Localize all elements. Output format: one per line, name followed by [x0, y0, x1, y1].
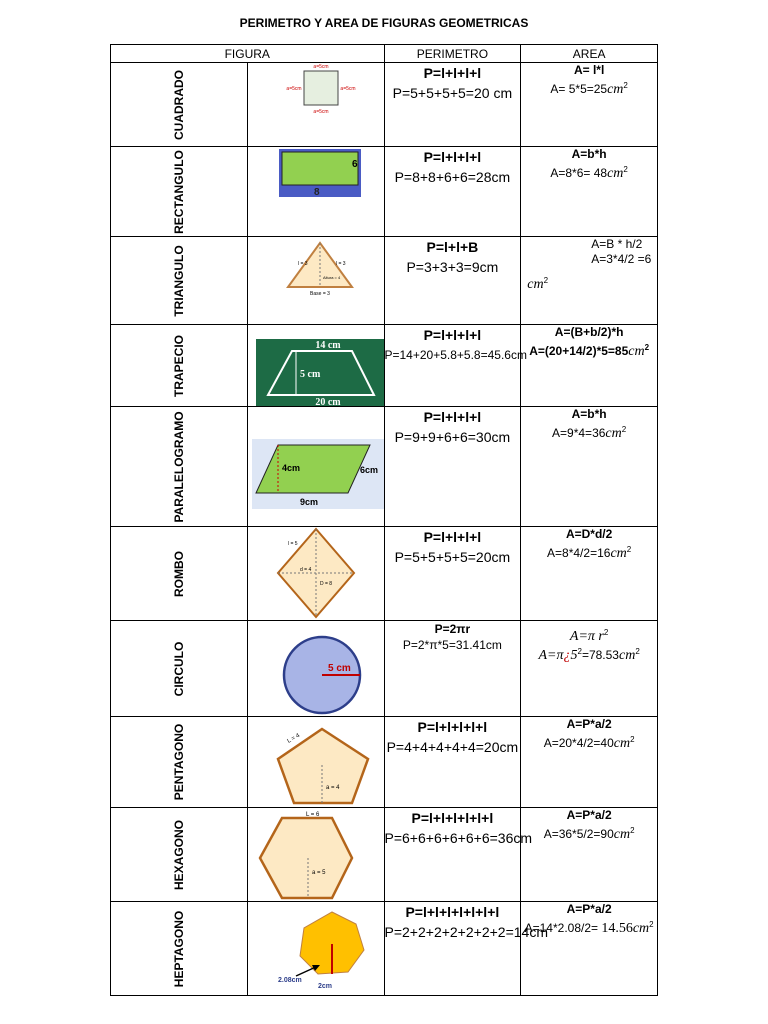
perimetro-calc: P=14+20+5.8+5.8=45.6cm [384, 348, 527, 362]
figure-heptagon [247, 902, 384, 996]
row-heptagono [111, 902, 658, 996]
parallelogram-icon [248, 407, 384, 527]
row-trapecio [111, 325, 658, 407]
trap-bottom-label: 20 cm [315, 397, 341, 407]
area-formula: A=D*d/2 [565, 527, 613, 541]
perimetro-formula: P=l+l+l+l [423, 327, 482, 343]
pentagon-icon [248, 717, 384, 808]
area-formula: A=b*h [571, 407, 607, 421]
square-right-label: a=5cm [340, 86, 356, 92]
perimetro-calc: P=4+4+4+4+4=20cm [386, 739, 519, 755]
row-pentagono [111, 717, 658, 808]
tri-height-label: Altura = 4 [322, 275, 340, 280]
area-cell [521, 527, 658, 621]
trap-top-label: 14 cm [315, 340, 341, 351]
figure-trapezoid [247, 325, 384, 407]
area-unit: $cm^2$ [527, 276, 549, 292]
figure-hexagon [247, 808, 384, 902]
row-label: RECTANGULO [111, 147, 248, 237]
hexagon-icon [248, 808, 384, 902]
perimetro-cell [384, 407, 521, 527]
hexa-side-label: L = 6 [305, 812, 320, 818]
area-formula: A=P*a/2 [566, 808, 612, 822]
area-calc: $A=8*4/2=16cm^2$ [547, 545, 632, 561]
row-label: CIRCULO [111, 621, 248, 717]
trapezoid-icon [248, 325, 384, 407]
rombo-side-label: l = 5 [287, 541, 298, 547]
perimetro-calc: P=8+8+6+6=28cm [394, 169, 511, 185]
area-calc: $A=\pi¿5^2=78.53cm^2$ [538, 647, 640, 663]
area-cell [521, 717, 658, 808]
area-formula: A=(B+b/2)*h [554, 325, 624, 339]
row-label: HEXAGONO [111, 808, 248, 902]
area-formula: A=B * h/2 [591, 237, 643, 251]
row-label: TRAPECIO [111, 325, 248, 407]
document-title: PERIMETRO Y AREA DE FIGURAS GEOMETRICAS [239, 16, 529, 30]
perimetro-formula: P=l+l+l+l [423, 529, 482, 545]
area-formula: A=π $r^2$ [569, 628, 609, 644]
perimetro-calc: P=9+9+6+6=30cm [394, 429, 511, 445]
area-formula: A=P*a/2 [566, 717, 612, 731]
perimetro-formula: P=l+l+l+l [423, 65, 482, 81]
header-figura: FIGURA [111, 45, 385, 63]
rect-side-label: 6 [351, 159, 358, 170]
area-cell [521, 63, 658, 147]
area-calc: $A= 5*5=25cm^2$ [550, 81, 628, 97]
heptagon-icon [248, 902, 384, 996]
area-calc: $A=(20+14/2)*5=85cm^2$ [529, 343, 650, 359]
row-rectangulo [111, 147, 658, 237]
rectangle-icon [248, 147, 384, 237]
figure-parallelogram [247, 407, 384, 527]
figure-triangle [247, 237, 384, 325]
perimetro-formula: P=l+l+l+l+l+l [411, 810, 494, 826]
area-cell [521, 808, 658, 902]
perimetro-formula: P=l+l+l+l [423, 149, 482, 165]
figure-rectangle [247, 147, 384, 237]
row-paralelogramo [111, 407, 658, 527]
tri-right-label: l = 3 [335, 261, 346, 267]
square-top-label: a=5cm [313, 64, 329, 70]
perimetro-cell [384, 621, 521, 717]
area-cell [521, 902, 658, 996]
perimetro-cell [384, 147, 521, 237]
row-rombo [111, 527, 658, 621]
header-perimetro: PERIMETRO [384, 45, 521, 63]
row-circulo [111, 621, 658, 717]
figure-pentagon [247, 717, 384, 808]
rhombus-icon [248, 527, 384, 621]
perimetro-formula: P=l+l+l+l [423, 409, 482, 425]
row-triangulo [111, 237, 658, 325]
area-calc: $A=14*2.08/2= 14.56cm^2$ [524, 920, 654, 936]
perimetro-cell [384, 717, 521, 808]
figures-table [110, 44, 658, 996]
row-label: PENTAGONO [111, 717, 248, 808]
area-calc: $A=9*4=36cm^2$ [552, 425, 627, 441]
hexa-apothem-label: a = 5 [311, 870, 326, 876]
row-label: TRIANGULO [111, 237, 248, 325]
area-formula: A=P*a/2 [566, 902, 612, 916]
perimetro-cell [384, 63, 521, 147]
area-cell [521, 237, 658, 325]
perimetro-cell [384, 325, 527, 407]
perimetro-calc: P=5+5+5+5=20 cm [392, 85, 513, 101]
area-formula: A= l*l [573, 63, 605, 77]
square-bottom-label: a=5cm [313, 109, 329, 115]
perimetro-calc: P=3+3+3=9cm [406, 259, 499, 275]
area-calc: A=3*4/2 =6 [591, 252, 652, 266]
area-cell [521, 147, 658, 237]
tri-base-label: Base = 3 [309, 291, 330, 297]
area-calc: $A=20*4/2=40cm^2$ [543, 735, 635, 751]
row-label: CUADRADO [111, 63, 248, 147]
circle-radius-label: 5 cm [327, 663, 351, 674]
area-formula: A=b*h [571, 147, 607, 161]
triangle-icon [248, 237, 384, 325]
perimetro-calc: P=2+2+2+2+2+2+2=14cm [384, 924, 548, 940]
perimetro-calc: P=2*π*5=31.41cm [402, 638, 502, 652]
row-hexagono [111, 808, 658, 902]
perimetro-cell [384, 527, 521, 621]
perimetro-cell [384, 808, 533, 902]
perimetro-cell [384, 237, 521, 325]
para-base-label: 9cm [299, 497, 318, 507]
perimetro-formula: P=l+l+B [426, 239, 479, 255]
area-cell [521, 407, 658, 527]
hepta-apothem-label: 2.08cm [277, 977, 302, 984]
rombo-D-label: D = 8 [319, 581, 332, 587]
header-row [111, 45, 658, 63]
area-calc: $A=8*6= 48cm^2$ [550, 165, 628, 181]
para-height-label: 4cm [281, 463, 300, 473]
perimetro-calc: P=6+6+6+6+6+6=36cm [384, 830, 533, 846]
hepta-side-label: 2cm [317, 983, 332, 990]
tri-left-label: l = 3 [297, 261, 308, 267]
square-left-label: a=5cm [286, 86, 302, 92]
area-cell [521, 621, 658, 717]
para-side-label: 6cm [359, 465, 378, 475]
figure-square [247, 63, 384, 147]
trap-height-label: 5 cm [299, 369, 321, 380]
perimetro-formula: P=l+l+l+l+l [417, 719, 488, 735]
perimetro-cell [384, 902, 548, 996]
row-label: ROMBO [111, 527, 248, 621]
row-label: PARALELOGRAMO [111, 407, 248, 527]
perimetro-formula: P=2πr [434, 622, 471, 636]
header-area: AREA [521, 45, 658, 63]
perimetro-calc: P=5+5+5+5=20cm [394, 549, 511, 565]
row-cuadrado [111, 63, 658, 147]
rombo-d-label: d = 4 [299, 567, 312, 573]
rect-base-label: 8 [313, 187, 320, 198]
figure-rhombus [247, 527, 384, 621]
area-cell [521, 325, 658, 407]
area-calc: $A=36*5/2=90cm^2$ [543, 826, 635, 842]
penta-apothem-label: a = 4 [325, 785, 340, 791]
perimetro-formula: P=l+l+l+l+l+l+l [405, 904, 500, 920]
row-label: HEPTAGONO [111, 902, 248, 996]
figure-circle [247, 621, 384, 717]
penta-side-label: L = 4 [286, 732, 301, 745]
circle-icon [248, 621, 384, 717]
square-icon [248, 63, 384, 147]
